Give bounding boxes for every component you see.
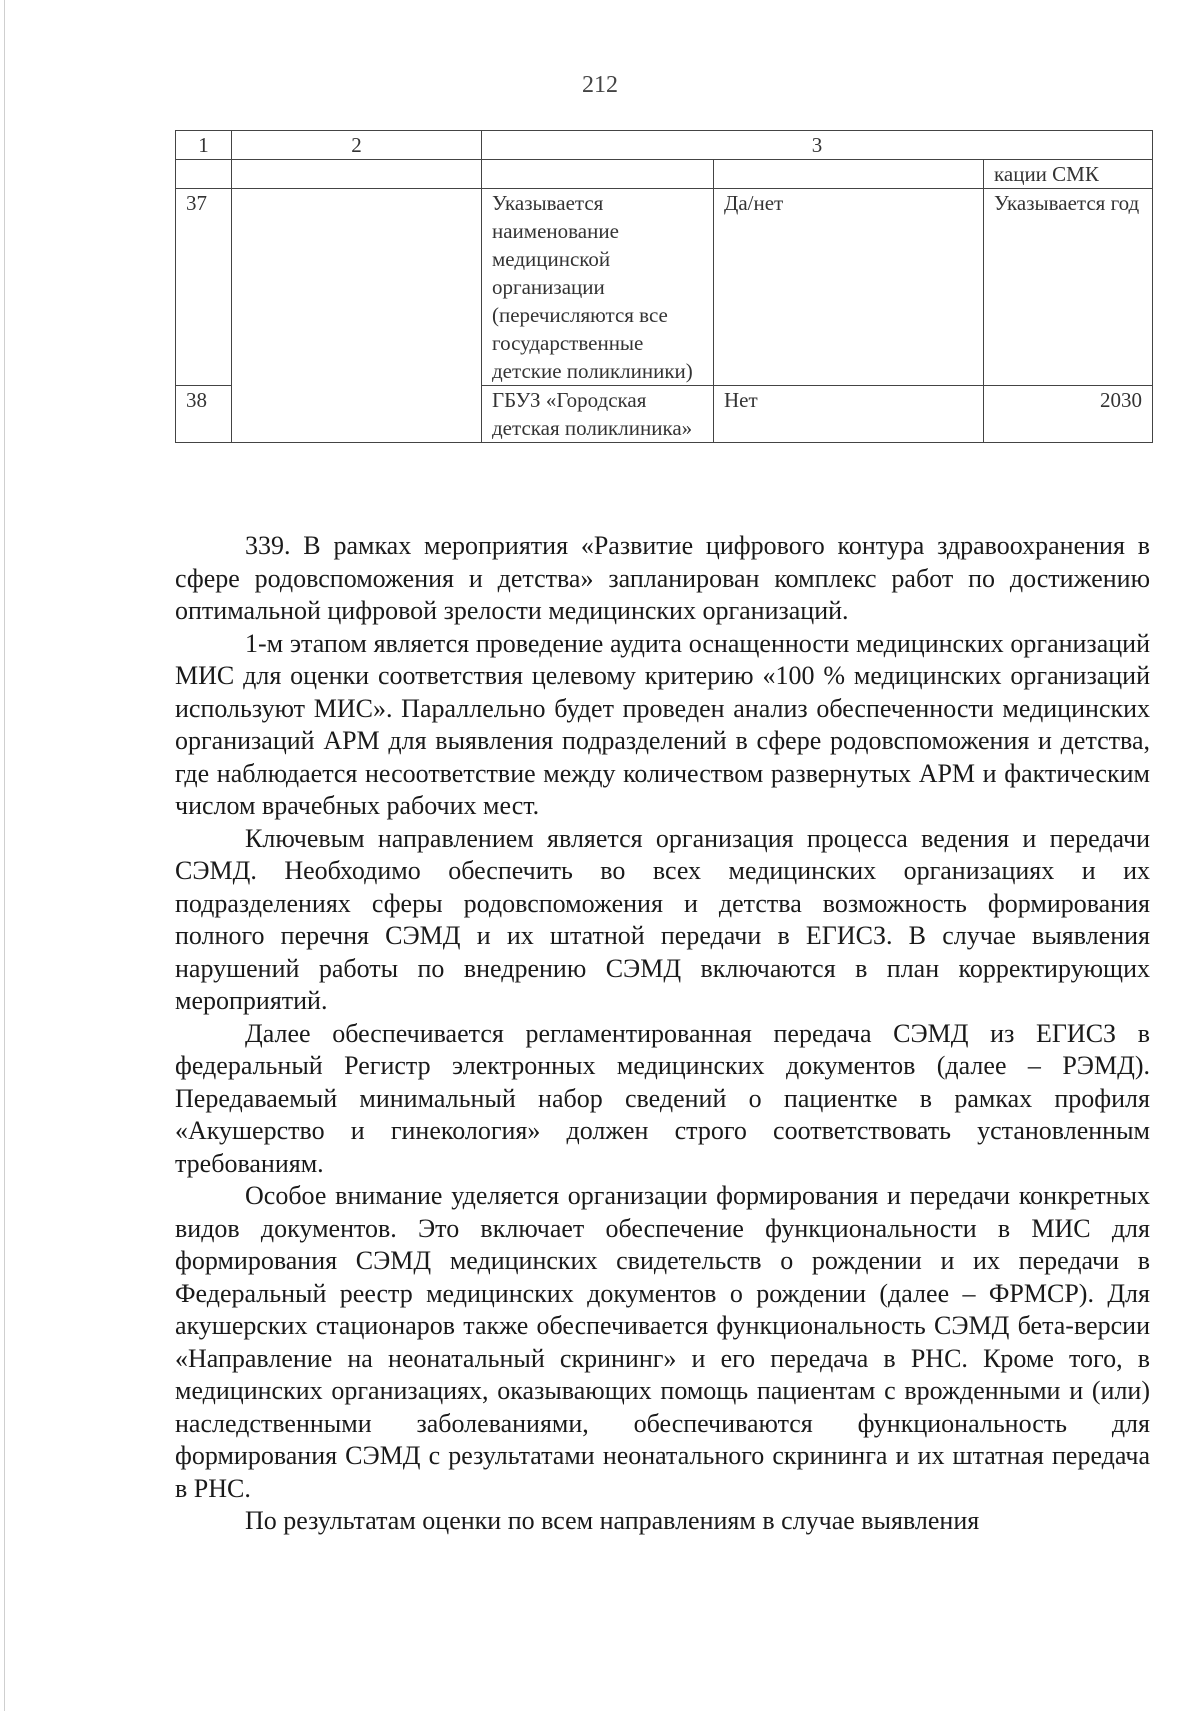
paragraph: Особое внимание уделяется организации формирования и передачи конкретных видов документов. Это включает обеспечение функциональности в МИС для формирования СЭМД медицинских свидетельств о рождении и их передачи в Федеральный реестр медицинских документов о рождении (далее – ФРМСР). Для акушерских стационаров также обеспечивается функциональность СЭМД бета-версии «Направление на неонатальный скрининг» и его передача в РНС. Кроме того, в медицинских организациях, оказывающих помощь пациентам с врожденными и (или) наследственными заболеваниями, обеспечиваются функциональность для формирования СЭМД с результатами неонатального скрининга и их штатная передача в РНС.: [175, 1181, 1150, 1503]
paragraph: Ключевым направлением является организация процесса ведения и передачи СЭМД. Необходимо обеспечить во всех медицинских организациях и их подразделениях сферы родовспоможения и детства возможность формирования полного перечня СЭМД и их штатной передачи в ЕГИСЗ. В случае выявления нарушений работы по внедрению СЭМД включаются в план корректирующих мероприятий.: [175, 823, 1150, 1015]
table-cell: ГБУЗ «Городская детская поликлиника»: [482, 386, 714, 443]
table-row: [176, 189, 1153, 386]
table-cell: Да/нет: [714, 189, 984, 386]
table-cell: 2030: [984, 386, 1153, 443]
table-continuation-row: [176, 160, 1153, 189]
body-text: [175, 530, 1150, 1538]
paragraph: По результатам оценки по всем направлениям в случае выявления: [245, 1506, 980, 1535]
table-header-cell: 1: [176, 131, 232, 160]
paragraph: 339. В рамках мероприятия «Развитие цифрового контура здравоохранения в сфере родовспоможения и детства» запланирован комплекс работ по достижению оптимальной цифровой зрелости медицинских организаций.: [175, 531, 1150, 625]
table-cell: Нет: [714, 386, 984, 443]
table-header-cell: 2: [232, 131, 482, 160]
paragraph: Далее обеспечивается регламентированная передача СЭМД из ЕГИСЗ в федеральный Регистр электронных медицинских документов (далее – РЭМД). Передаваемый минимальный набор сведений о пациентке в рамках профиля «Акушерство и гинекология» должен строго соответствовать установленным требованиям.: [175, 1018, 1150, 1178]
table-header-cell: 3: [482, 131, 1153, 160]
paragraph: 1-м этапом является проведение аудита оснащенности медицинских организаций МИС для оценки соответствия целевому критерию «100 % медицинских организаций используют МИС». Параллельно будет проведен анализ обеспеченности медицинских организаций АРМ для выявления подразделений в сфере родовспоможения и детства, где наблюдается несоответствие между количеством развернутых АРМ и фактическим числом врачебных рабочих мест.: [175, 628, 1150, 820]
data-table: [175, 130, 1153, 443]
table-cell: кации СМК: [984, 160, 1153, 189]
table-cell: Указывается наименование медицинской организации (перечисляются все государственные детские поликлиники): [482, 189, 714, 386]
scan-edge-mark: [4, 0, 5, 1711]
table-cell-merged: [232, 189, 482, 443]
table-cell: Указывается год: [984, 189, 1153, 386]
page-number: 212: [582, 72, 618, 98]
table-cell-num: 38: [176, 386, 232, 443]
table-header-row: [176, 131, 1153, 160]
table-cell-num: 37: [176, 189, 232, 386]
